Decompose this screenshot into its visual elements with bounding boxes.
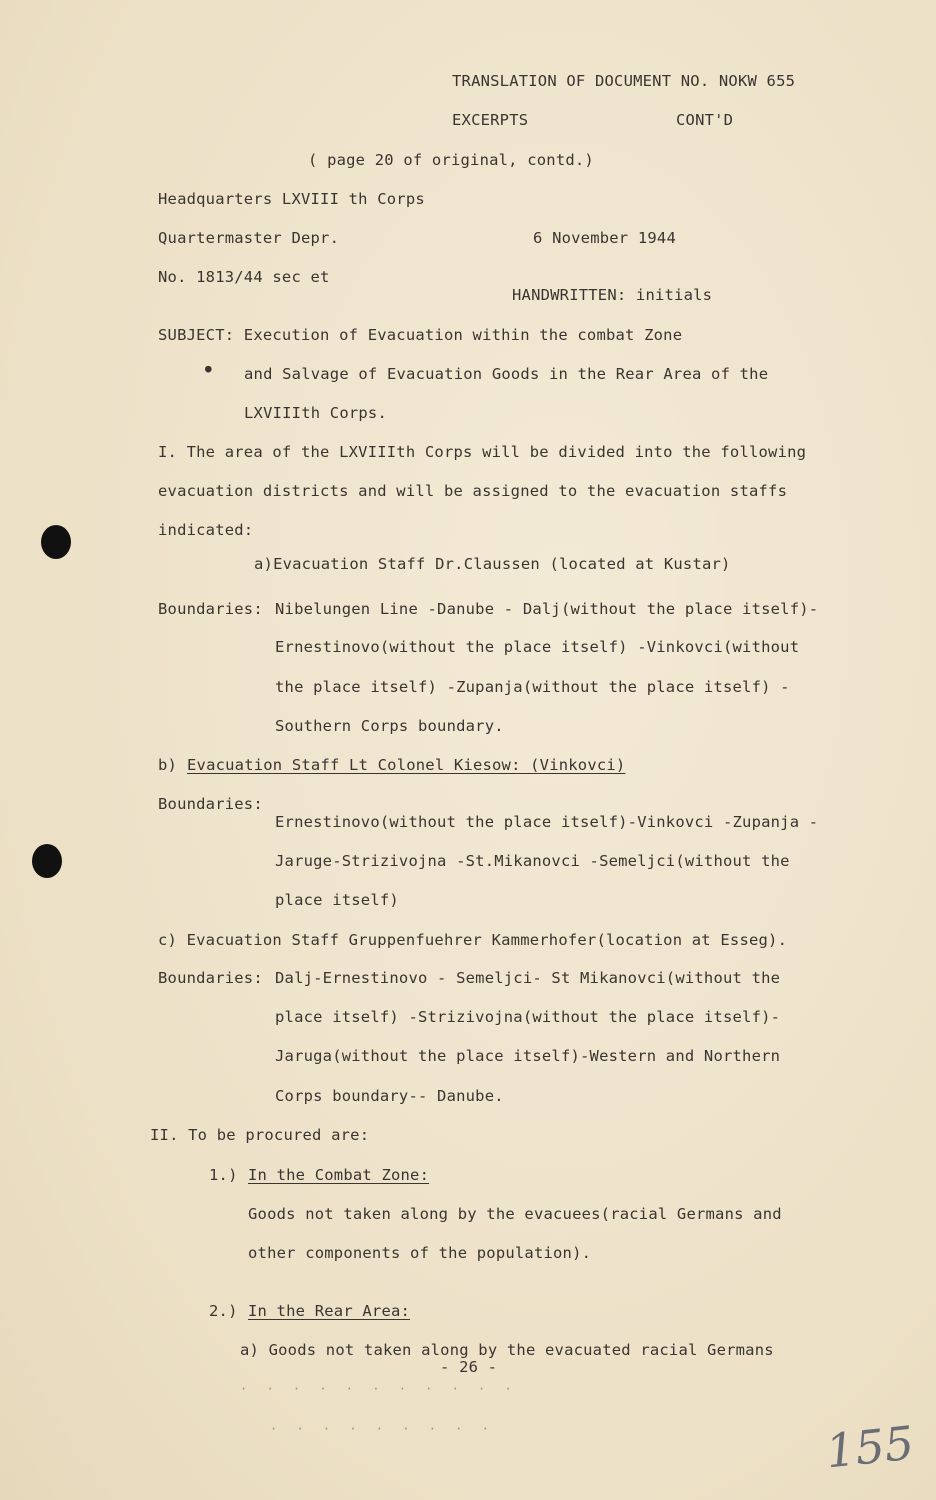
item1-title: In the Combat Zone: [248, 1166, 430, 1184]
section1-intro-2: evacuation districts and will be assigned to the evacuation staffs [158, 482, 788, 500]
staff-c-boundary-4: Corps boundary-- Danube. [275, 1087, 504, 1105]
staff-c-boundary-3: Jaruga(without the place itself)-Western and Northern [275, 1047, 781, 1065]
punch-hole-top [41, 525, 71, 559]
item1-prefix: 1.) [209, 1166, 238, 1184]
subject-line-2: and Salvage of Evacuation Goods in the Rear Area of the [244, 365, 769, 383]
staff-b-boundary-1: Ernestinovo(without the place itself)-Vinkovci -Zupanja - [275, 813, 819, 831]
document-title: TRANSLATION OF DOCUMENT NO. NOKW 655 [452, 72, 796, 90]
department-line: Quartermaster Depr. [158, 229, 340, 247]
item2-a-line: a) Goods not taken along by the evacuated racial Germans [240, 1341, 774, 1359]
staff-c-boundary-2: place itself) -Strizivojna(without the place itself)- [275, 1008, 781, 1026]
staff-b-boundaries-label: Boundaries: [158, 795, 263, 813]
staff-b-boundary-3: place itself) [275, 891, 399, 909]
staff-c-heading: c) Evacuation Staff Gruppenfuehrer Kammerhofer(location at Esseg). [158, 931, 788, 949]
headquarters-line: Headquarters LXVIII th Corps [158, 190, 425, 208]
page-number: - 26 - [440, 1358, 498, 1376]
punch-hole-bottom [32, 844, 62, 878]
handwritten-note: HANDWRITTEN: initials [512, 286, 713, 304]
section1-intro-3: indicated: [158, 521, 254, 539]
section2-heading: II. To be procured are: [150, 1126, 370, 1144]
memo-date: 6 November 1944 [533, 229, 676, 247]
faded-text-smudge: · · · · · · · · · [270, 1422, 495, 1436]
item1-line-2: other components of the population). [248, 1244, 592, 1262]
item2-title: In the Rear Area: [248, 1302, 411, 1320]
section1-intro-1: I. The area of the LXVIIIth Corps will be divided into the following [158, 443, 807, 461]
staff-a-boundary-2: Ernestinovo(without the place itself) -Vinkovci(without [275, 638, 800, 656]
staff-a-boundary-1: Nibelungen Line -Danube - Dalj(without the place itself)- [275, 600, 819, 618]
memo-number: No. 1813/44 sec et [158, 268, 330, 286]
item2-prefix: 2.) [209, 1302, 238, 1320]
staff-b-boundary-2: Jaruge-Strizivojna -St.Mikanovci -Semeljci(without the [275, 852, 790, 870]
page-reference: ( page 20 of original, contd.) [308, 151, 594, 169]
handwritten-page-number: 155 [823, 1415, 917, 1479]
staff-b-prefix: b) [158, 756, 178, 774]
subject-line-1: SUBJECT: Execution of Evacuation within the combat Zone [158, 326, 683, 344]
item1-line-1: Goods not taken along by the evacuees(racial Germans and [248, 1205, 782, 1223]
staff-c-boundary-1: Dalj-Ernestinovo - Semeljci- St Mikanovci(without the [275, 969, 781, 987]
staff-a-boundaries-label: Boundaries: [158, 600, 263, 618]
bullet-mark: ● [205, 362, 212, 375]
contd-label: CONT'D [676, 111, 734, 129]
staff-a-heading: a)Evacuation Staff Dr.Claussen (located at Kustar) [254, 555, 731, 573]
excerpts-label: EXCERPTS [452, 111, 529, 129]
staff-b-heading: Evacuation Staff Lt Colonel Kiesow: (Vinkovci) [187, 756, 626, 774]
staff-a-boundary-3: the place itself) -Zupanja(without the place itself) - [275, 678, 790, 696]
staff-c-boundaries-label: Boundaries: [158, 969, 263, 987]
faded-text-smudge: · · · · · · · · · · · [240, 1382, 518, 1396]
staff-a-boundary-4: Southern Corps boundary. [275, 717, 504, 735]
subject-line-3: LXVIIIth Corps. [244, 404, 387, 422]
